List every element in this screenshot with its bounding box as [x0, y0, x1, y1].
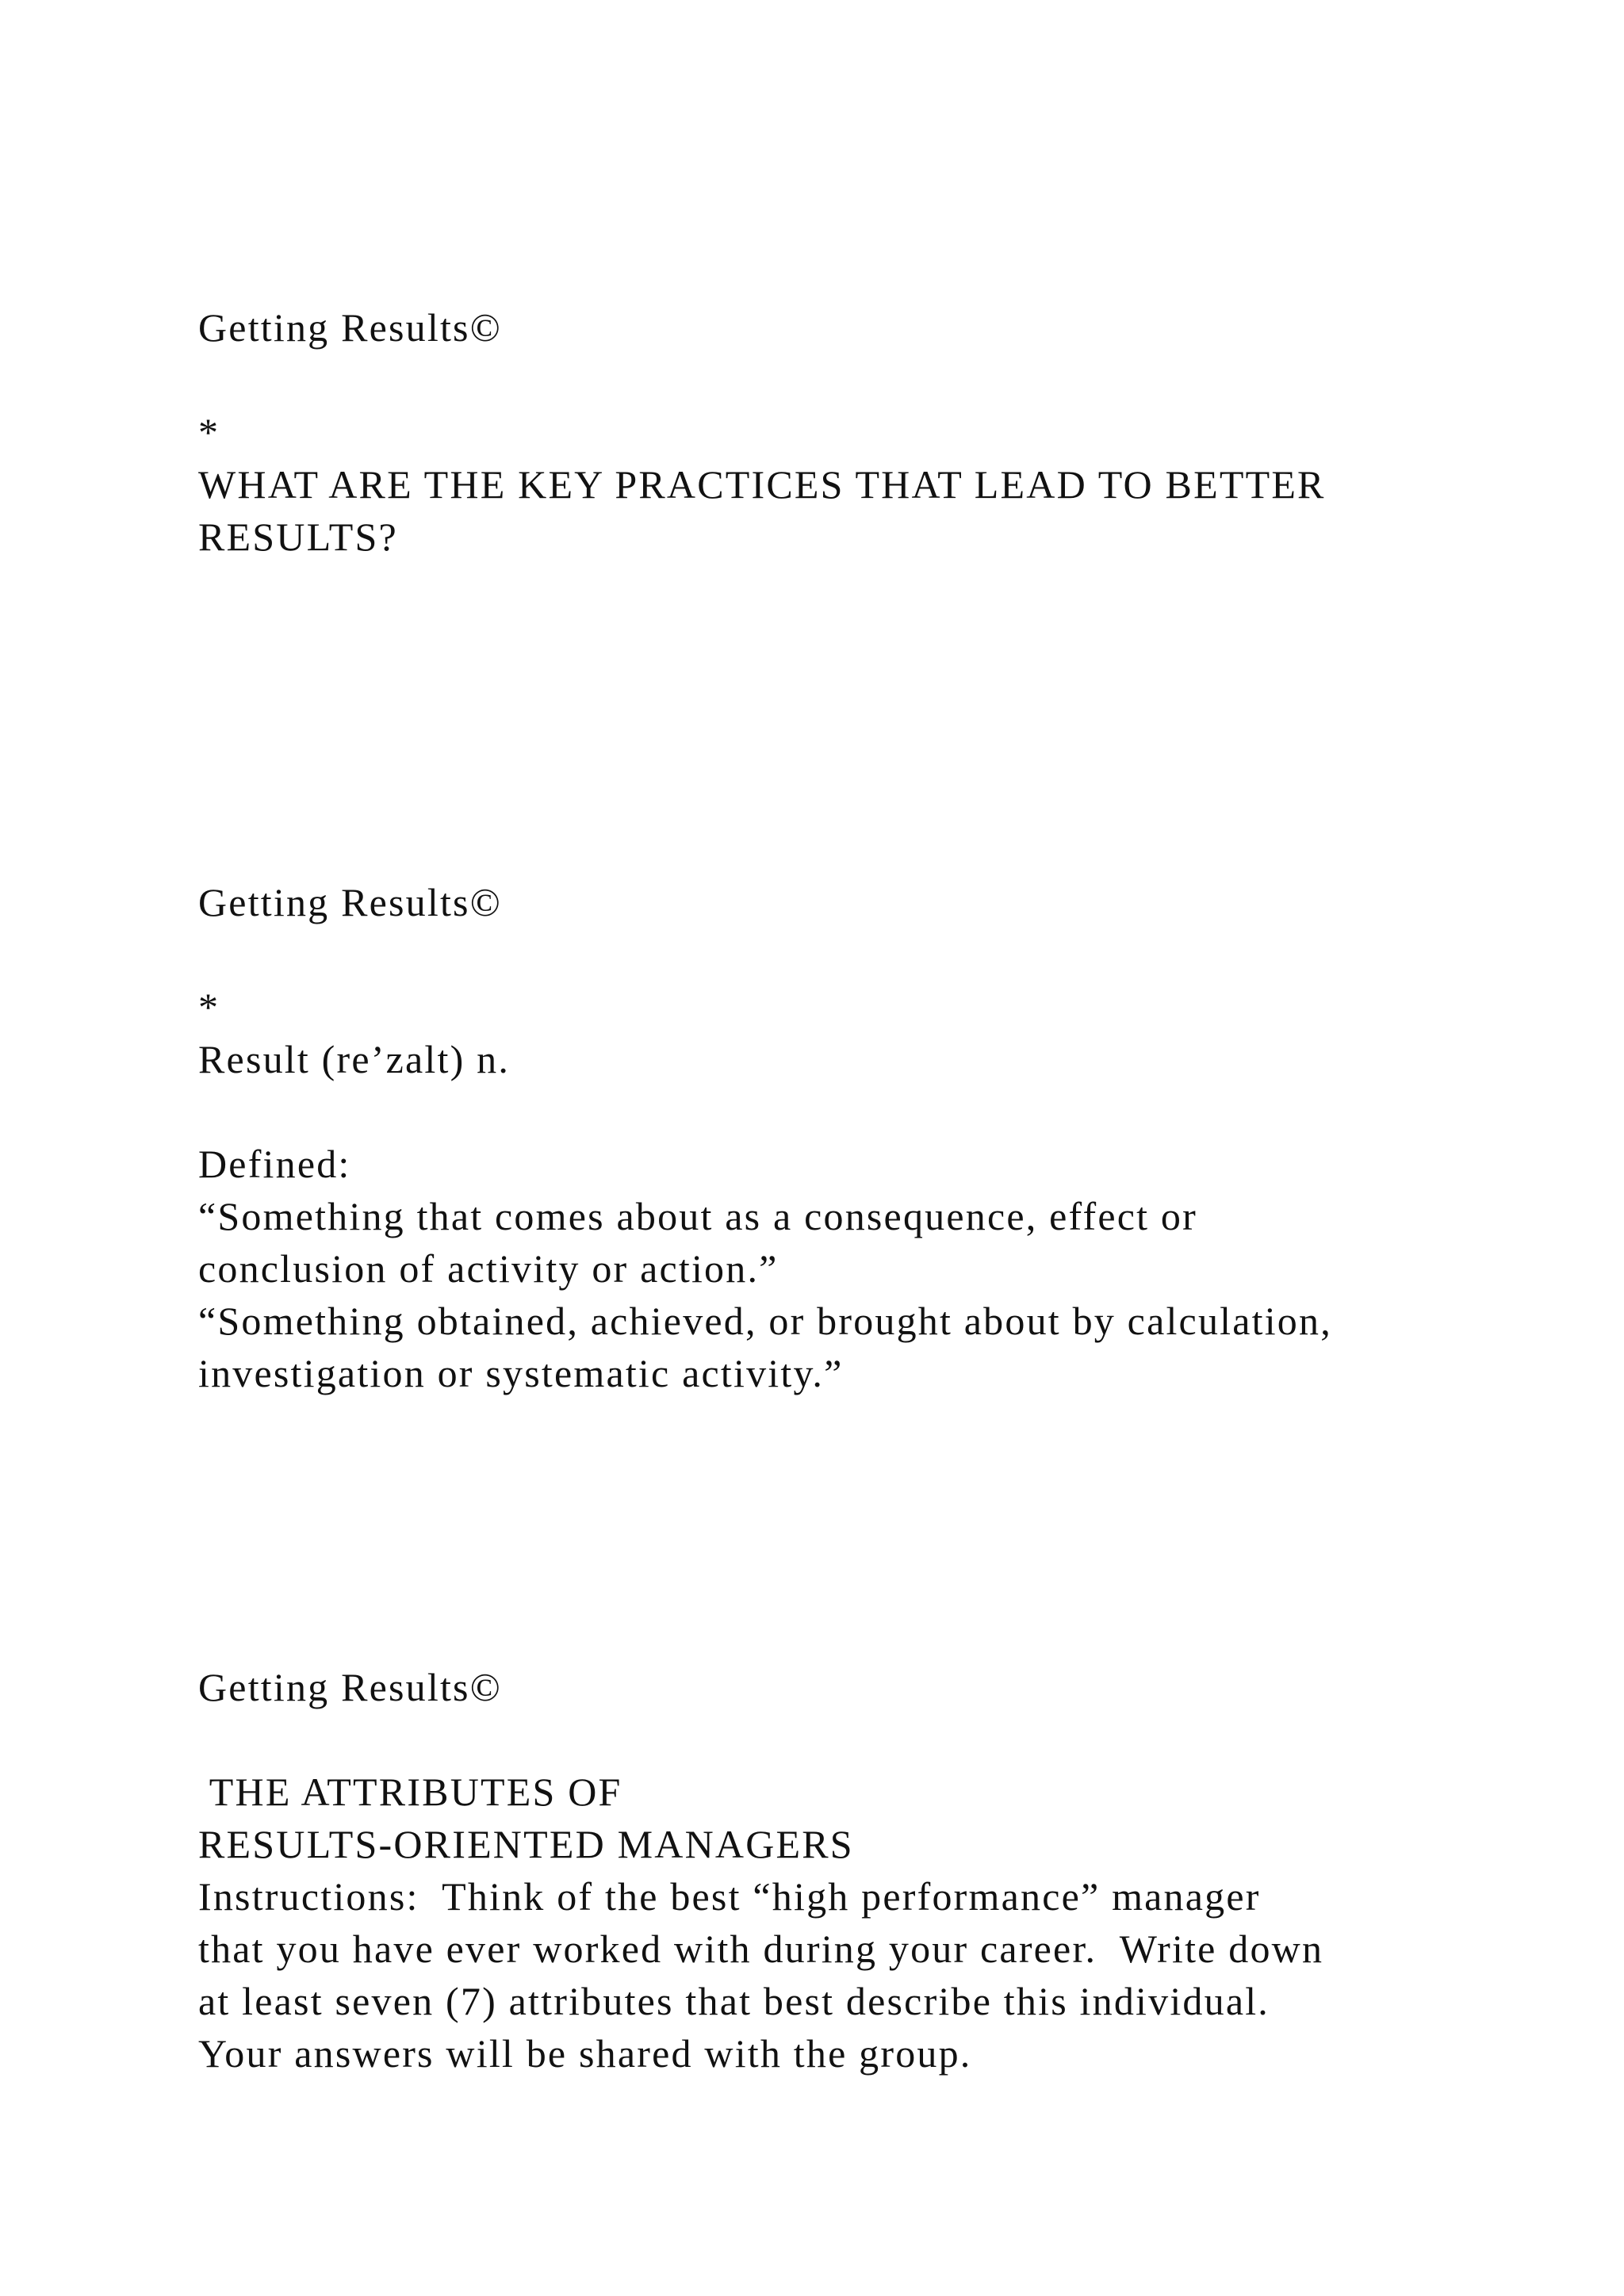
instruction-line: Your answers will be shared with the group. — [198, 2031, 972, 2076]
defined-label: Defined: — [198, 1142, 351, 1186]
section-title-line: RESULTS-ORIENTED MANAGERS — [198, 1822, 854, 1866]
section-title-line: RESULTS? — [198, 515, 398, 559]
instruction-line: that you have ever worked with during your career. Write down — [198, 1927, 1324, 1971]
instruction-line: at least seven (7) attributes that best describe this individual. — [198, 1979, 1270, 2023]
section-header: Getting Results© — [198, 880, 502, 924]
instruction-line: Instructions: Think of the best “high performance” manager — [198, 1874, 1261, 1919]
definition-line: investigation or systematic activity.” — [198, 1351, 844, 1395]
definition-line: “Something obtained, achieved, or brought about by calculation, — [198, 1299, 1332, 1343]
definition-line: “Something that comes about as a consequence, effect or — [198, 1194, 1197, 1238]
slide-marker: * — [198, 410, 220, 454]
definition-line: conclusion of activity or action.” — [198, 1246, 779, 1291]
section-title-line: WHAT ARE THE KEY PRACTICES THAT LEAD TO BETTER — [198, 462, 1326, 507]
slide-marker: * — [198, 985, 220, 1029]
section-title-line: THE ATTRIBUTES OF — [198, 1770, 622, 1814]
term-heading: Result (re’zalt) n. — [198, 1037, 511, 1081]
section-header: Getting Results© — [198, 305, 502, 350]
section-header: Getting Results© — [198, 1665, 502, 1709]
